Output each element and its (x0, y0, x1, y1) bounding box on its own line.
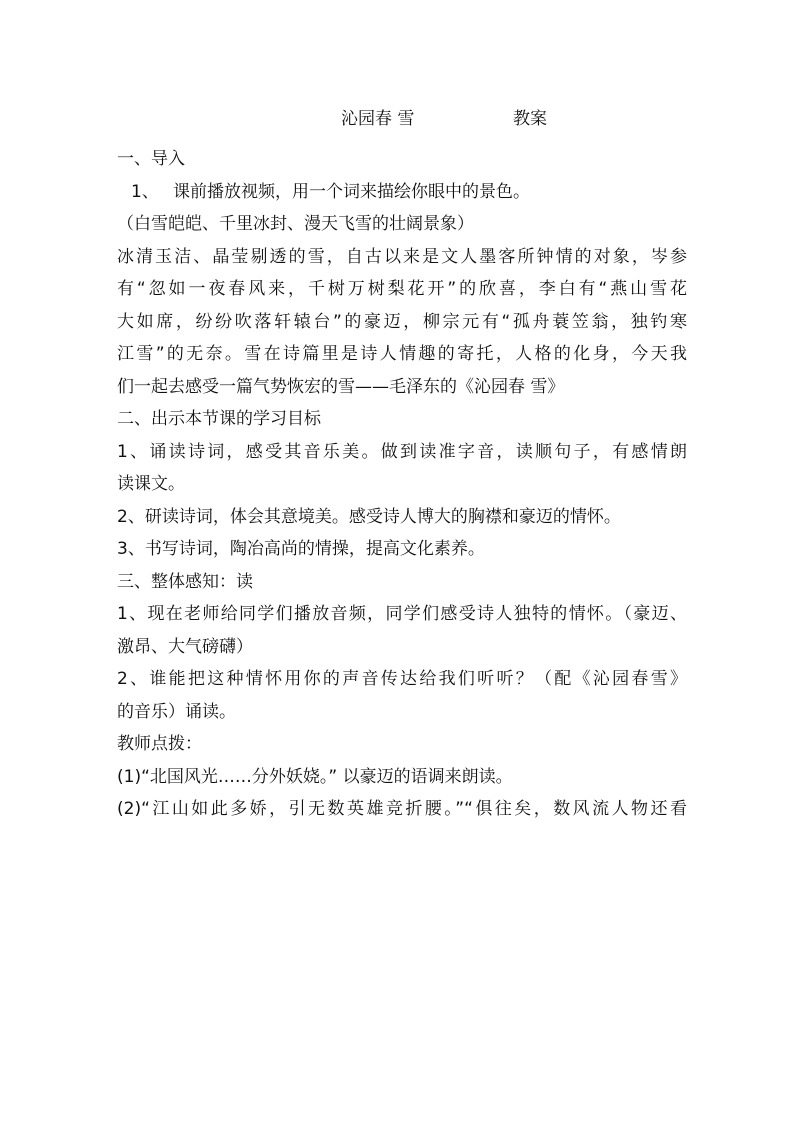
paragraph-line: 教师点拨： (117, 734, 202, 754)
paragraph-line: 们一起去感受一篇气势恢宏的雪——毛泽东的《沁园春 雪》 (117, 376, 565, 397)
paragraph-line: (1)“北国风光……分外妖娆。” 以豪迈的语调来朗读。 (117, 766, 513, 787)
paragraph-line: 3、书写诗词，陶冶高尚的情操，提高文化素养。 (117, 539, 485, 559)
paragraph-line: 读课文。 (117, 474, 185, 494)
paragraph-line: 1、现在老师给同学们播放音频，同学们感受诗人独特的情怀。（豪迈、 (117, 604, 687, 624)
paragraph-line: 江雪”的无奈。雪在诗篇里是诗人情趣的寄托，人格的化身，今天我 (117, 344, 687, 364)
title-main: 沁园春 雪 (341, 109, 415, 129)
section-heading-reading: 三、整体感知：读 (117, 571, 253, 592)
list-item (117, 176, 687, 209)
paragraph-line: （白雪皑皑、千里冰封、漫天飞雪的壮阔景象） (117, 214, 474, 234)
paragraph-line: 冰清玉洁、晶莹剔透的雪，自古以来是文人墨客所钟情的对象，岑参 (117, 246, 687, 267)
paragraph-line: 1、诵读诗词，感受其音乐美。做到读准字音，读顺句子，有感情朗 (117, 441, 687, 462)
section-heading-intro: 一、导入 (117, 149, 185, 169)
section-heading-goals: 二、出示本节课的学习目标 (117, 409, 321, 429)
list-number: 1、 (131, 181, 159, 202)
paragraph-line: 2、研读诗词，体会其意境美。感受诗人博大的胸襟和豪迈的情怀。 (117, 506, 621, 527)
paragraph-line: 2、谁能把这种情怀用你的声音传达给我们听听？（配《沁园春雪》 (117, 669, 687, 689)
paragraph-line: 有“忽如一夜春风来，千树万树梨花开”的欣喜，李白有“燕山雪花 (117, 279, 687, 299)
paragraph-line: 的音乐）诵读。 (117, 701, 236, 722)
document-title (0, 104, 794, 132)
document-body (117, 143, 687, 826)
paragraph-line: (2)“江山如此多娇，引无数英雄竞折腰。”“俱往矣，数风流人物还看 (117, 799, 687, 819)
paragraph-line: 激昂、大气磅礴） (117, 636, 253, 657)
title-sub: 教案 (513, 109, 547, 129)
paragraph-line: 大如席，纷纷吹落轩辕台”的豪迈，柳宗元有“孤舟蓑笠翁，独钓寒 (117, 311, 687, 332)
list-item-text: 课前播放视频，用一个词来描绘你眼中的景色。 (173, 181, 530, 202)
